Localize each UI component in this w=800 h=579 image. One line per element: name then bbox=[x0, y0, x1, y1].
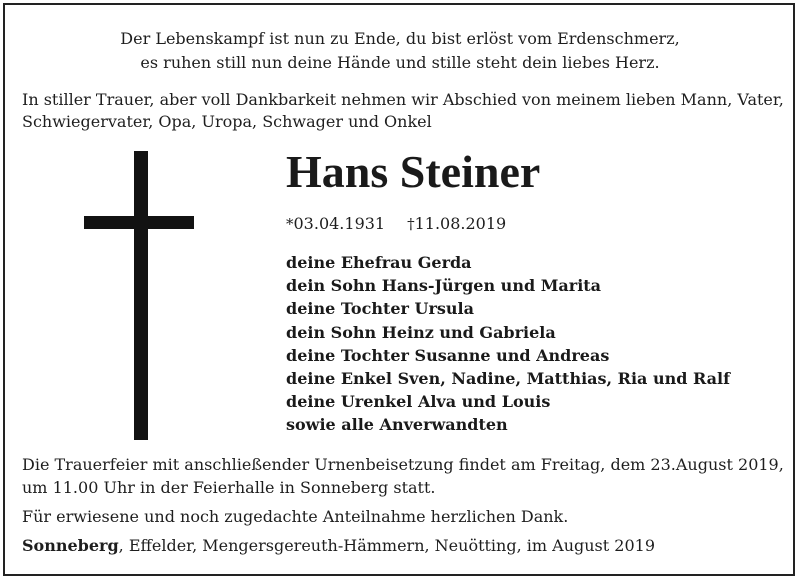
mourner-item: deine Enkel Sven, Nadine, Matthias, Ria und Ralf bbox=[286, 369, 730, 389]
mourner-item: deine Ehefrau Gerda bbox=[286, 253, 472, 272]
poem-line-1: Der Lebenskampf ist nun zu Ende, du bist erlöst vom Erdenschmerz, bbox=[120, 29, 680, 48]
birth-date: 03.04.1931 bbox=[293, 214, 386, 233]
funeral-line-1: Die Trauerfeier mit anschließender Urnenbeisetzung findet am Freitag, dem 23.August 2019, bbox=[22, 455, 784, 474]
intro-line-2: Schwiegervater, Opa, Uropa, Schwager und Onkel bbox=[22, 112, 432, 131]
intro-line-1: In stiller Trauer, aber voll Dankbarkeit nehmen wir Abschied von meinem lieben Mann, Vater, bbox=[22, 90, 784, 109]
mourner-item: deine Tochter Susanne und Andreas bbox=[286, 345, 610, 365]
cross-horizontal-beam bbox=[84, 216, 194, 229]
mourners-list bbox=[286, 251, 730, 437]
mourner-item: deine Urenkel Alva und Louis bbox=[286, 392, 551, 412]
death-cross-icon: † bbox=[407, 215, 415, 233]
birth-star-icon: * bbox=[286, 215, 294, 233]
mourner-item: dein Sohn Hans-Jürgen und Marita bbox=[286, 276, 602, 296]
mourner-item: sowie alle Anverwandten bbox=[286, 415, 508, 435]
thanks-line: Für erwiesene und noch zugedachte Anteilnahme herzlichen Dank. bbox=[22, 507, 569, 526]
death-date: 11.08.2019 bbox=[414, 214, 507, 233]
mourner-item: deine Tochter Ursula bbox=[286, 299, 474, 319]
poem-line-2: es ruhen still nun deine Hände und stille steht dein liebes Herz. bbox=[140, 53, 660, 72]
cross-vertical-beam bbox=[134, 151, 148, 440]
place-date-line bbox=[22, 536, 655, 556]
funeral-line-2: um 11.00 Uhr in der Feierhalle in Sonneberg statt. bbox=[22, 478, 436, 497]
life-dates bbox=[286, 214, 506, 234]
place-name: Sonneberg bbox=[22, 536, 119, 555]
place-rest: , Effelder, Mengersgereuth-Hämmern, Neuötting, im August 2019 bbox=[118, 536, 655, 555]
deceased-name: Hans Steiner bbox=[286, 146, 541, 197]
mourner-item: dein Sohn Heinz und Gabriela bbox=[286, 322, 556, 342]
